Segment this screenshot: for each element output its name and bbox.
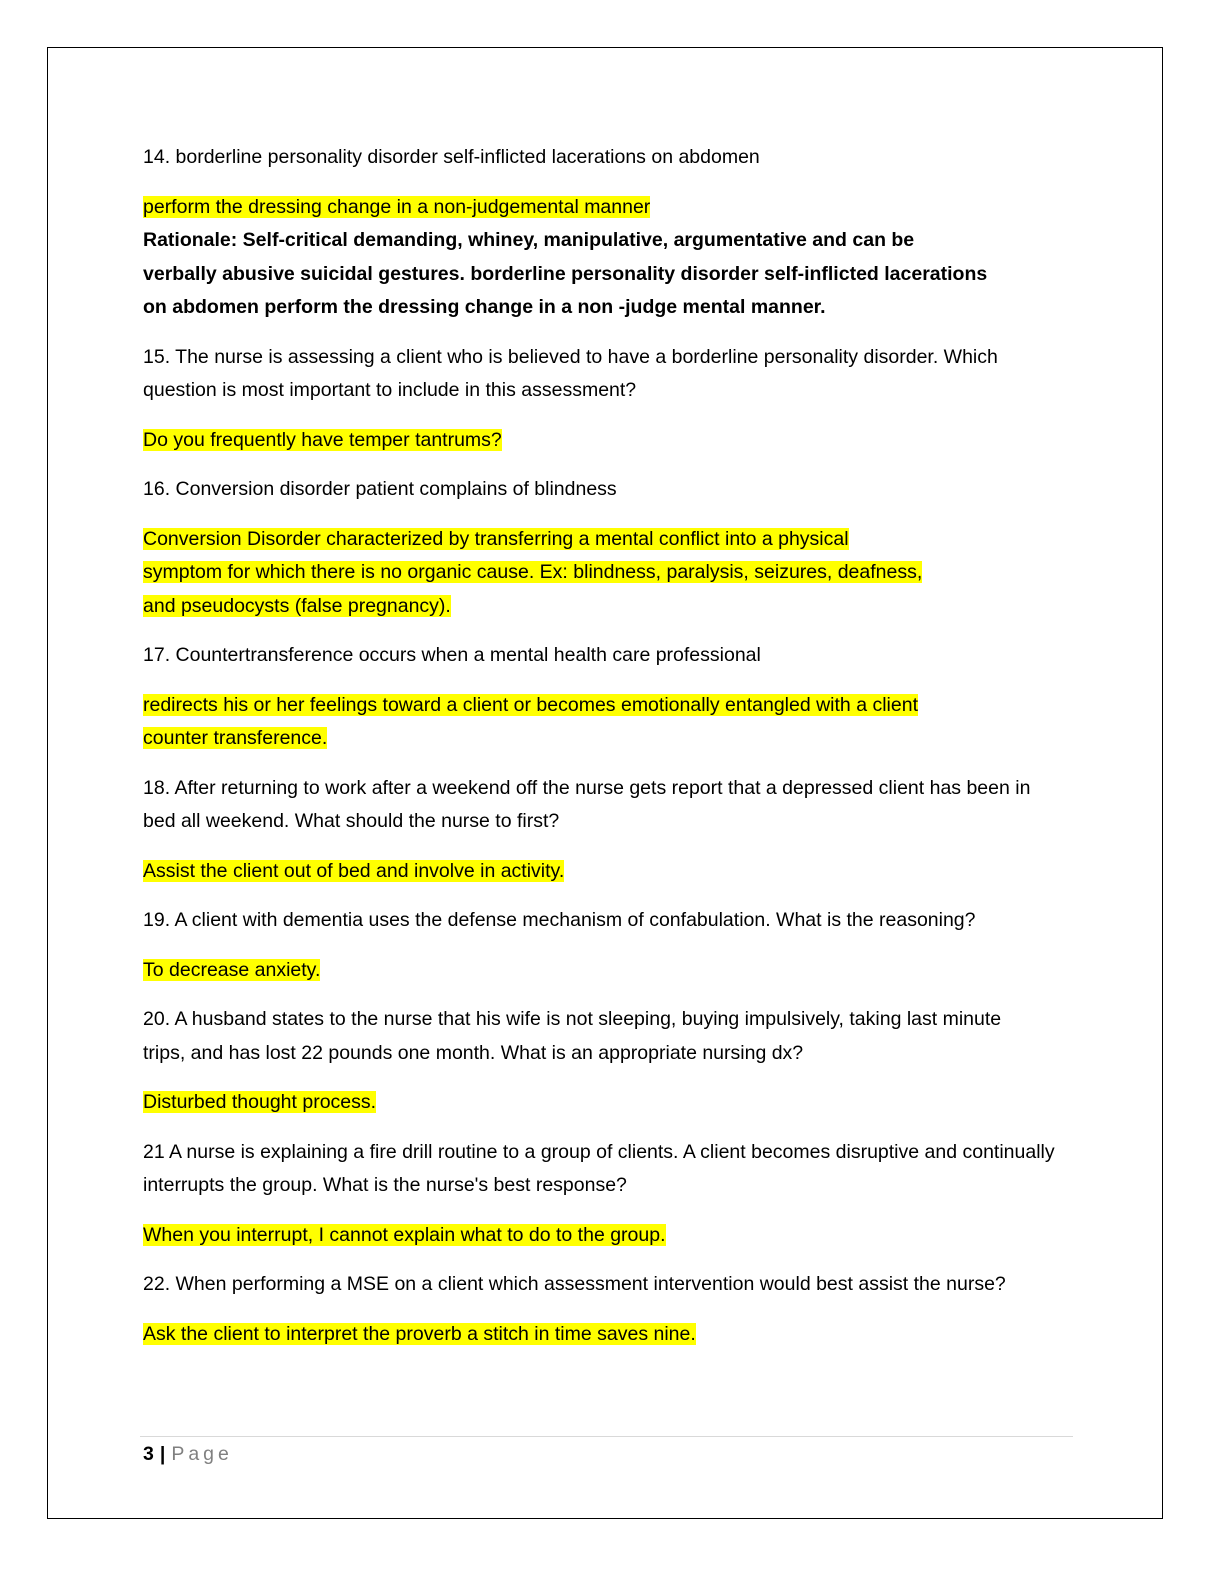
answer-21 bbox=[143, 1219, 1073, 1253]
question-16: 16. Conversion disorder patient complains of blindness bbox=[143, 478, 617, 500]
answer-15-highlight: Do you frequently have temper tantrums? bbox=[143, 428, 502, 451]
question-14: 14. borderline personality disorder self-inflicted lacerations on abdomen bbox=[143, 146, 760, 168]
answer-20 bbox=[143, 1086, 1073, 1120]
rationale-14: Rationale: Self-critical demanding, whiney, manipulative, argumentative and can be verbally abusive suicidal gestures. borderline personality disorder self-inflicted lacerations on abdomen perform the dressing change in a non -judge mental manner. bbox=[143, 229, 988, 318]
page-footer bbox=[143, 1440, 233, 1468]
question-20: 20. A husband states to the nurse that his wife is not sleeping, buying impulsively, taking last minute trips, and has lost 22 pounds one month. What is an appropriate nursing dx? bbox=[143, 1008, 1002, 1064]
answer-17 bbox=[143, 689, 963, 756]
answer-18-highlight: Assist the client out of bed and involve in activity. bbox=[143, 859, 565, 882]
question-19: 19. A client with dementia uses the defense mechanism of confabulation. What is the reasoning? bbox=[143, 909, 976, 931]
question-17: 17. Countertransference occurs when a mental health care professional bbox=[143, 644, 761, 666]
footer-divider bbox=[140, 1436, 1073, 1437]
document-body bbox=[143, 141, 1073, 1367]
answer-16 bbox=[143, 523, 933, 624]
answer-17-highlight: redirects his or her feelings toward a client or becomes emotionally entangled with a client counter transference. bbox=[143, 693, 918, 749]
answer-14 bbox=[143, 191, 723, 225]
page-number: 3 bbox=[143, 1443, 154, 1465]
answer-20-highlight: Disturbed thought process. bbox=[143, 1091, 377, 1113]
answer-18 bbox=[143, 855, 1073, 889]
answer-19 bbox=[143, 954, 1073, 988]
answer-22 bbox=[143, 1318, 1073, 1352]
answer-21-highlight: When you interrupt, I cannot explain what to do to the group. bbox=[143, 1223, 666, 1246]
question-22: 22. When performing a MSE on a client which assessment intervention would best assist the nurse? bbox=[143, 1273, 1006, 1295]
answer-16-highlight: Conversion Disorder characterized by transferring a mental conflict into a physical symptom for which there is no organic cause. Ex: blindness, paralysis, seizures, deafness, and pseudocysts (false pregnancy). bbox=[143, 527, 923, 617]
question-15: 15. The nurse is assessing a client who is believed to have a borderline personality disorder. Which question is most important to include in this assessment? bbox=[143, 345, 998, 401]
question-18: 18. After returning to work after a weekend off the nurse gets report that a depressed client has been in bed all weekend. What should the nurse to first? bbox=[143, 776, 1031, 832]
answer-14-highlight: perform the dressing change in a non-judgemental manner bbox=[143, 195, 651, 218]
question-21: 21 A nurse is explaining a fire drill routine to a group of clients. A client becomes disruptive and continually interrupts the group. What is the nurse's best response? bbox=[143, 1140, 1055, 1196]
page-label: Page bbox=[171, 1443, 233, 1465]
answer-15 bbox=[143, 424, 1073, 458]
answer-19-highlight: To decrease anxiety. bbox=[143, 958, 321, 981]
footer-separator: | bbox=[159, 1443, 166, 1465]
answer-22-highlight: Ask the client to interpret the proverb a stitch in time saves nine. bbox=[143, 1322, 696, 1345]
